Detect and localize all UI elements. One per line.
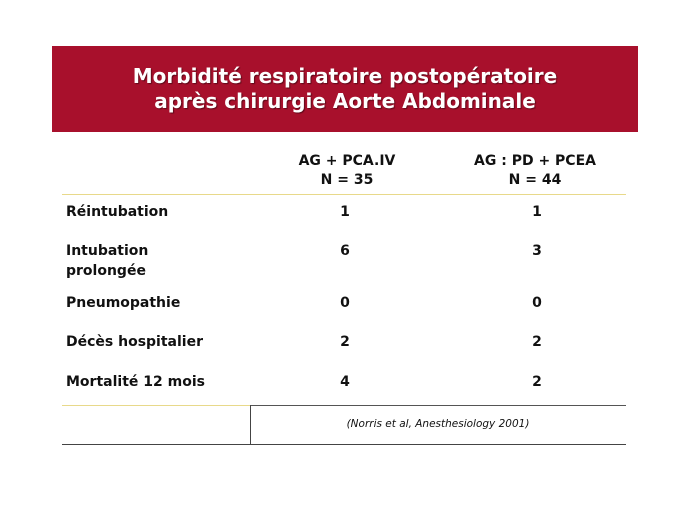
row-label-deces-hospitalier — [66, 332, 203, 352]
column-header-label: AG + PCA.IV — [298, 153, 396, 169]
table-cell: 4 — [340, 374, 350, 390]
table-cell: 0 — [340, 295, 350, 311]
table-cell: 3 — [532, 243, 542, 259]
table-bottom-border — [62, 444, 626, 445]
title-line-2: après chirurgie Aorte Abdominale — [154, 89, 536, 113]
table-cell: 1 — [532, 204, 542, 220]
row-label-intubation-prolongee — [66, 241, 148, 281]
column-header-count: N = 44 — [508, 172, 562, 188]
source-box-top-border — [250, 405, 626, 406]
row-label-text: Réintubation — [66, 204, 169, 220]
column-header-count: N = 35 — [320, 172, 374, 188]
header-divider — [62, 194, 626, 195]
row-label-text: prolongée — [66, 263, 146, 279]
row-label-text: Intubation — [66, 243, 149, 259]
column-header-label: AG : PD + PCEA — [474, 153, 596, 169]
table-cell: 2 — [532, 334, 542, 350]
row-label-reintubation — [66, 202, 168, 222]
column-header-ag-pca-iv — [277, 152, 417, 190]
table-cell: 2 — [340, 334, 350, 350]
row-label-text: Pneumopathie — [66, 295, 181, 311]
row-label-mortalite-12-mois — [66, 372, 205, 392]
title-line-1: Morbidité respiratoire postopératoire — [132, 64, 558, 88]
table-cell: 1 — [340, 204, 350, 220]
table-cell: 0 — [532, 295, 542, 311]
row-label-text: Mortalité 12 mois — [66, 374, 205, 390]
column-header-ag-pd-pcea — [465, 152, 605, 190]
row-label-pneumopathie — [66, 293, 180, 313]
source-citation: (Norris et al, Anesthesiology 2001) — [346, 418, 530, 430]
table-cell: 2 — [532, 374, 542, 390]
row-label-text: Décès hospitalier — [66, 334, 203, 350]
table-cell: 6 — [340, 243, 350, 259]
title-banner — [52, 46, 638, 132]
